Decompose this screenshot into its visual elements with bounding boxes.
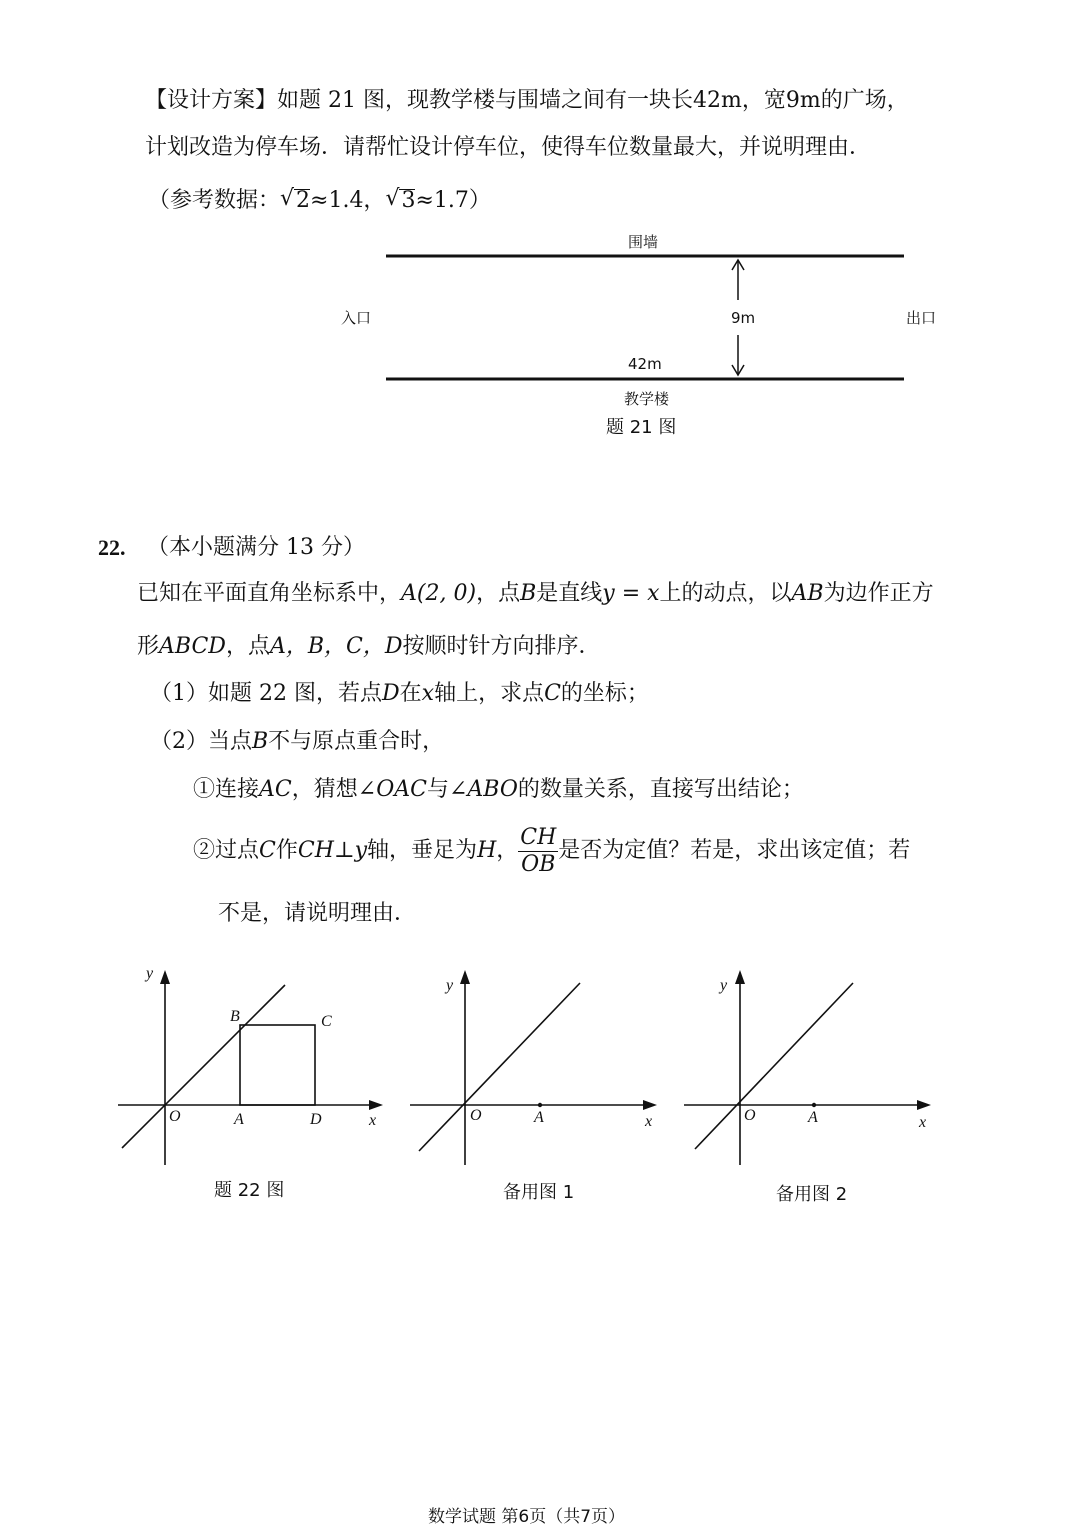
fig22-point-d: D [310,1111,322,1128]
math: AB [791,581,824,606]
fig22-point-a: A [234,1111,244,1128]
building-label: 教学楼 [624,390,670,408]
math: AC [259,777,292,802]
text: 不与原点重合时， [268,729,445,754]
q22-score: （本小题满分 13 分） [147,535,365,560]
math: A，B，C，D [269,634,403,659]
text: ②过点 [193,838,260,863]
ref-open: （参考数据： [148,188,281,213]
ref-end: ≈1.7） [415,188,491,213]
fig22-x-label: x [369,1112,377,1129]
spare1-origin-label: O [470,1107,482,1124]
spare2-x-label: x [919,1114,927,1131]
text: 是否为定值？若是，求出该定值；若 [558,838,911,863]
math: B [252,729,269,754]
math: OAC [376,777,427,802]
fig22-caption: 题 22 图 [214,1180,285,1201]
frac-denominator: OB [521,851,556,877]
text: ①连接 [193,777,260,802]
text: 的数量关系，直接写出结论； [517,777,804,802]
math: C [259,838,276,863]
frac-numerator: CH [520,824,557,850]
spare2-point-a: A [808,1109,818,1126]
text: 上的动点，以 [659,581,792,606]
spare2-origin-label: O [744,1107,756,1124]
q21-line2: 计划改造为停车场．请帮忙设计停车位，使得车位数量最大，并说明理由． [145,135,872,160]
sqrt3: √ 3 [399,189,415,212]
text: 作 [275,838,298,863]
text: 已知在平面直角坐标系中， [137,581,402,606]
text: 在 [399,681,422,706]
text: 轴上，求点 [434,681,545,706]
math: ABO [467,777,518,802]
text: ，猜想∠ [291,777,377,802]
page-footer: 数学试题 第6页（共7页） [428,1507,626,1527]
spare1-caption: 备用图 1 [503,1182,575,1203]
spare2-caption: 备用图 2 [776,1184,848,1205]
width-label: 9m [731,309,756,327]
text: 轴，垂足为 [367,838,478,863]
math: ABCD [159,634,226,659]
math: y = x [602,581,660,606]
text: 与∠ [426,777,468,802]
wall-label: 围墙 [628,233,659,251]
q21-line1: 【设计方案】如题 21 图，现教学楼与围墙之间有一块长42m，宽9m的广场， [145,88,909,113]
text: ，点 [225,634,270,659]
spare2-y-label: y [720,977,728,994]
fig22-y-label: y [146,965,154,982]
ref-mid: ≈1.4， [310,188,386,213]
spare1-x-label: x [645,1113,653,1130]
exit-label: 出口 [906,309,937,327]
q22-number: 22. [98,535,126,560]
math: D [381,681,400,706]
length-label: 42m [628,355,662,373]
math: y [354,838,368,863]
spare1-point-a: A [534,1109,544,1126]
text: 形 [137,634,160,659]
text: 是直线 [536,581,603,606]
text: （1）如题 22 图，若点 [150,681,382,706]
text: （2）当点 [150,729,252,754]
sqrt2: √ 2 [294,189,310,212]
math: A(2, 0) [401,581,477,606]
text: 的坐标； [560,681,649,706]
math: CH [297,838,334,863]
fig22-point-b: B [230,1008,240,1025]
text: ， [496,838,519,863]
spare1-y-label: y [446,977,454,994]
text: ⊥ [333,838,355,863]
math: x [421,681,435,706]
text: ，点 [476,581,521,606]
entrance-label: 入口 [341,309,372,327]
fig22-origin-label: O [169,1108,181,1125]
math: H [477,838,497,863]
text: 为边作正方 [823,581,934,606]
figure-21-caption: 题 21 图 [606,417,677,438]
math: B [520,581,537,606]
q22-sub2-cont: 不是，请说明理由． [218,901,417,926]
fig22-point-c: C [321,1013,332,1030]
text: 按顺时针方向排序． [402,634,601,659]
math: C [544,681,561,706]
